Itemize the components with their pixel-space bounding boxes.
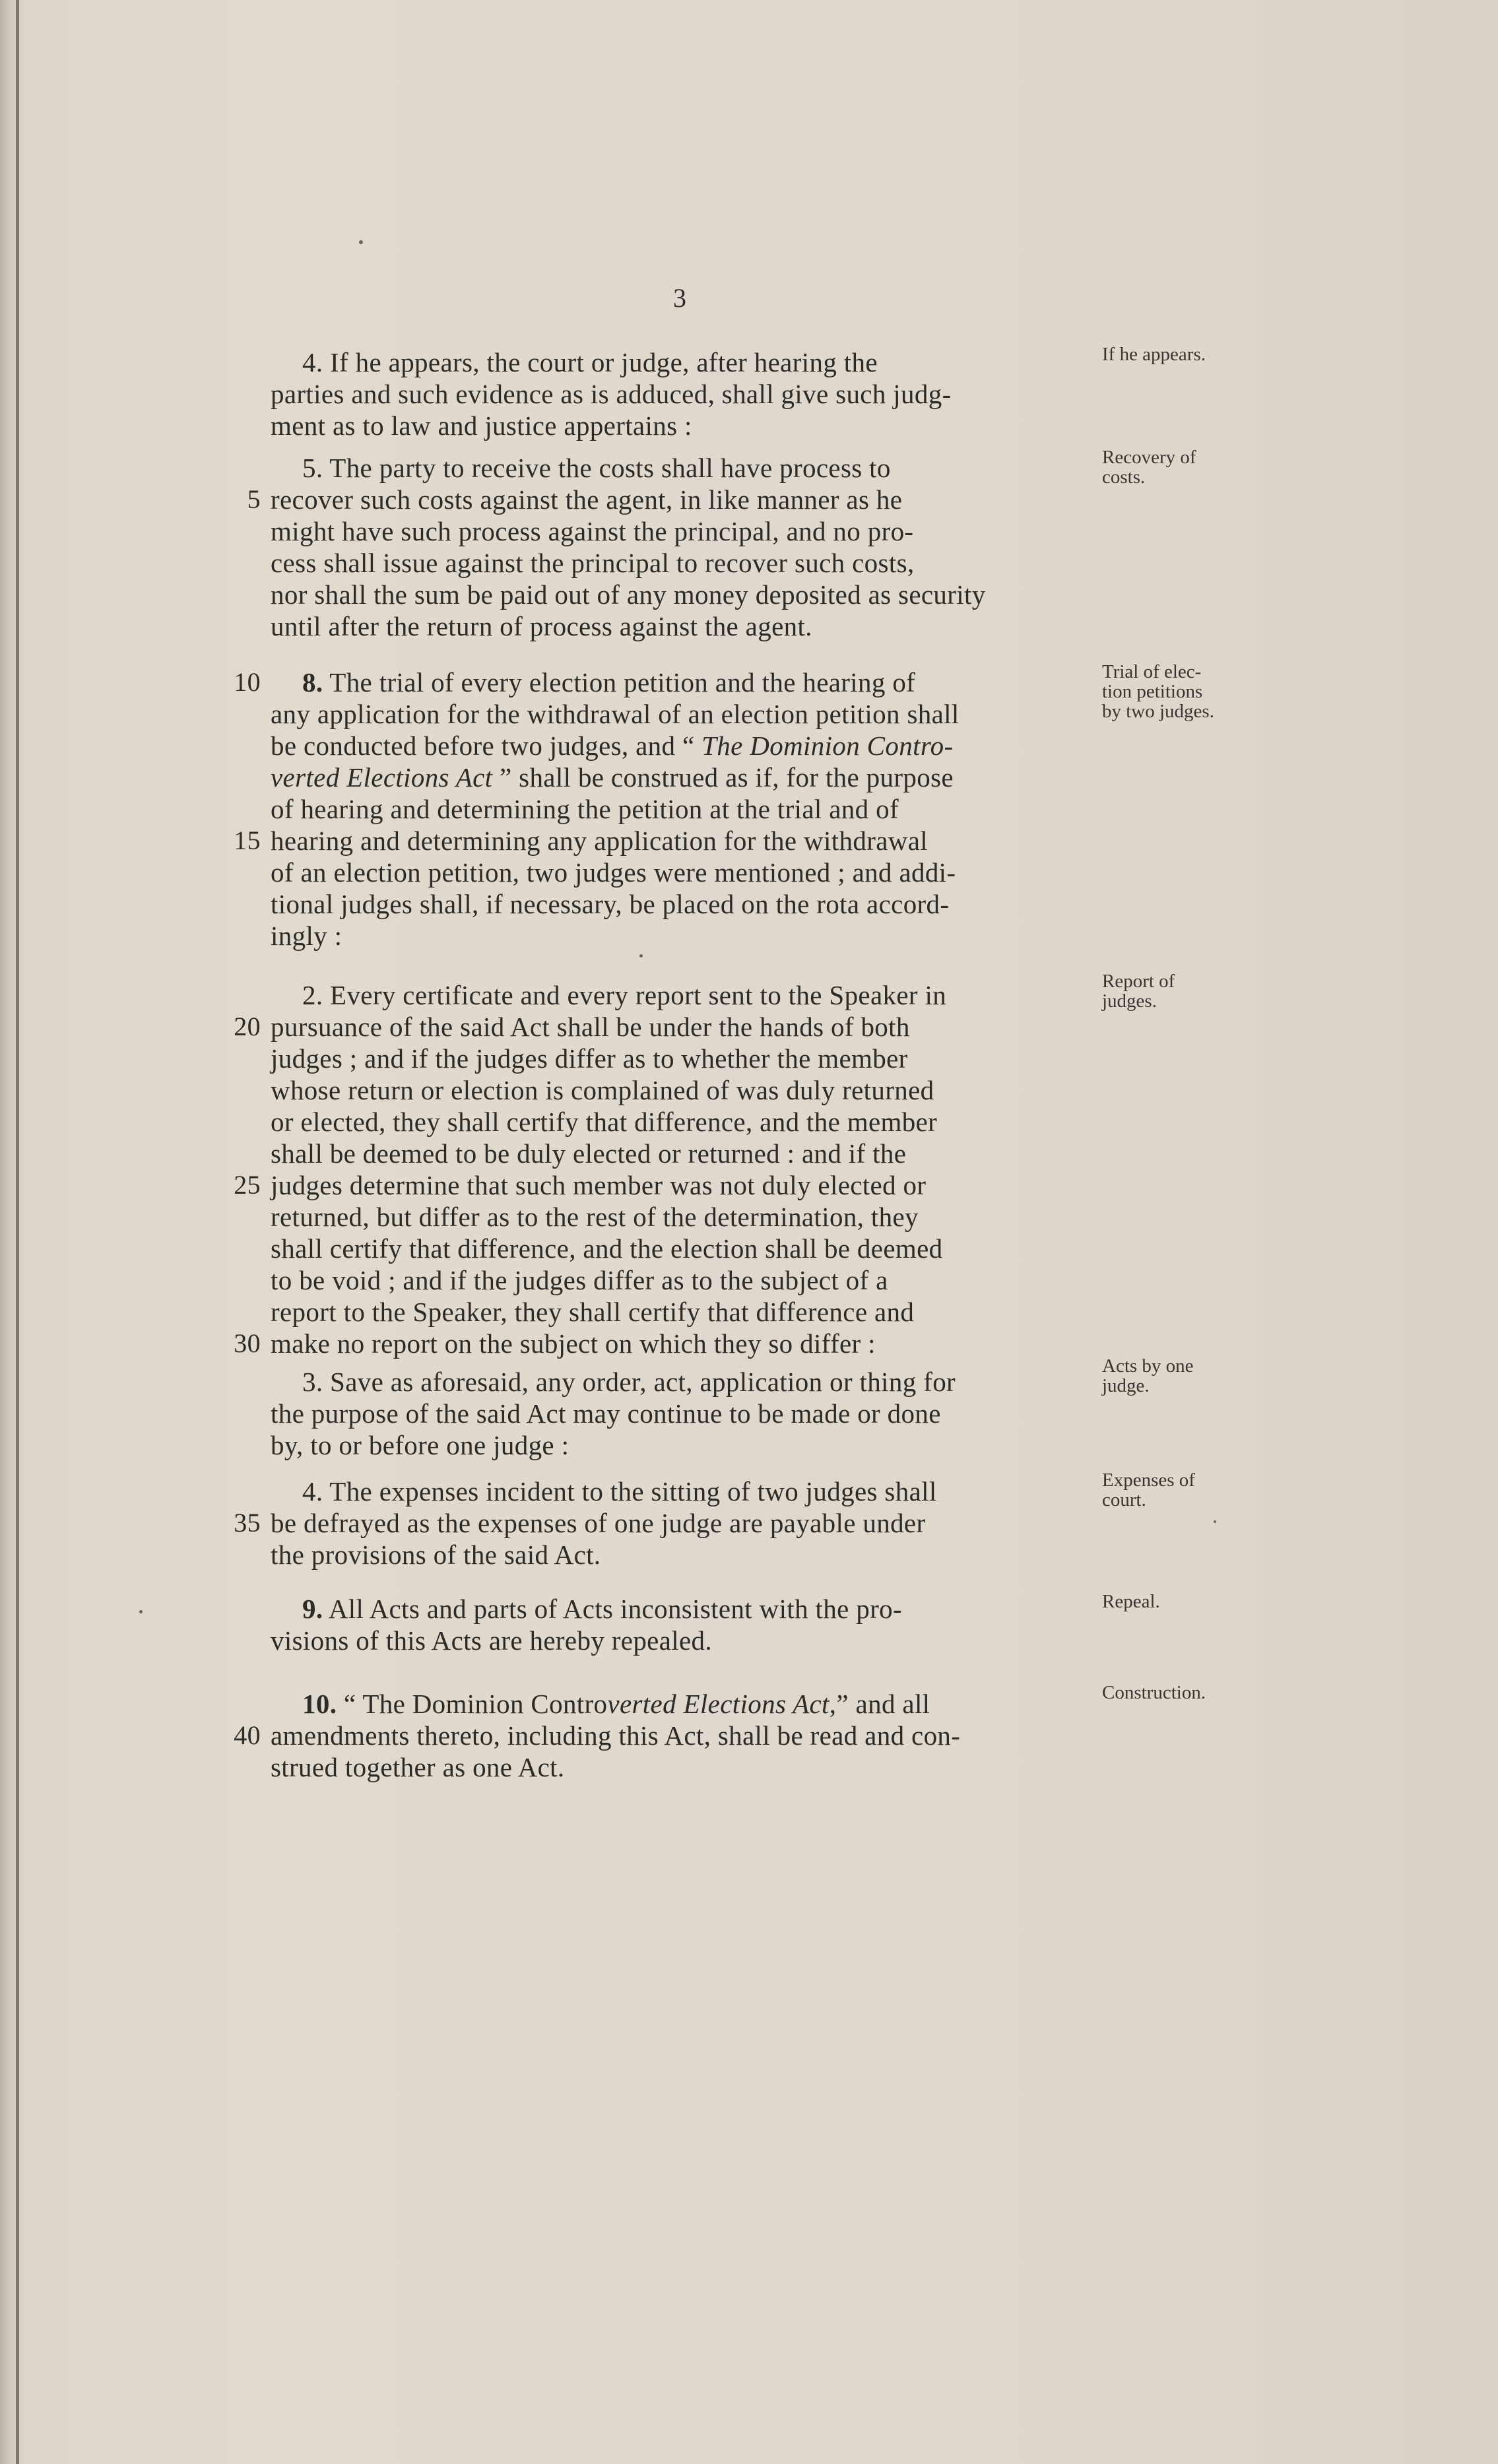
text-line: shall certify that difference, and the election shall be deemed <box>271 1233 943 1264</box>
text-line: might have such process against the principal, and no pro- <box>271 516 914 546</box>
margin-note-report-of-judges <box>1102 971 1254 1011</box>
margin-note-line: Construction. <box>1102 1682 1206 1703</box>
text-line: or elected, they shall certify that difference, and the member <box>271 1107 938 1137</box>
line-number: 10 <box>234 667 261 697</box>
text-line: tional judges shall, if necessary, be placed on the rota accord- <box>271 889 950 919</box>
binding-edge <box>16 0 19 2464</box>
margin-note-line: Repeal. <box>1102 1591 1160 1612</box>
text-line: nor shall the sum be paid out of any money deposited as security <box>271 579 986 610</box>
section-number: 8. <box>302 667 323 697</box>
text-line: 5. The party to receive the costs shall have process to <box>302 453 891 483</box>
line-number: 15 <box>234 826 261 855</box>
margin-note-if-he-appears <box>1102 344 1254 364</box>
margin-note-line: Acts by one <box>1102 1355 1194 1377</box>
text-line: 10 8. The trial of every election petition and the hearing of <box>271 666 1095 698</box>
text-line: judges ; and if the judges differ as to whether the member <box>271 1043 908 1074</box>
margin-note-line: judge. <box>1102 1375 1150 1396</box>
text-line: visions of this Acts are hereby repealed. <box>271 1625 713 1656</box>
section-number: 9. <box>302 1594 323 1624</box>
line-number: 5 <box>247 484 261 514</box>
act-title-italic: verted Elections Act <box>607 1689 830 1719</box>
text-line: the provisions of the said Act. <box>271 1540 601 1570</box>
paragraph-if-he-appears <box>271 346 1095 441</box>
margin-note-line: If he appears. <box>1102 344 1206 365</box>
paper-speck <box>139 1610 143 1613</box>
line-number: 25 <box>234 1170 261 1200</box>
text-line: shall be deemed to be duly elected or returned : and if the <box>271 1138 907 1169</box>
text-line: any application for the withdrawal of an election petition shall <box>271 699 960 729</box>
text-line: 9. All Acts and parts of Acts inconsistent with the pro- <box>302 1594 902 1624</box>
text-line: cess shall issue against the principal to recover such costs, <box>271 548 915 578</box>
paragraph-acts-by-one-judge <box>271 1366 1095 1461</box>
text-line: 4. If he appears, the court or judge, after hearing the <box>302 347 878 377</box>
line-number: 40 <box>234 1720 261 1750</box>
margin-note-line: judges. <box>1102 990 1157 1012</box>
margin-note-trial-of-election-petitions <box>1102 662 1254 721</box>
margin-note-line: costs. <box>1102 467 1146 488</box>
text-line: of hearing and determining the petition at the trial and of <box>271 794 899 824</box>
margin-note-line: Expenses of <box>1102 1470 1195 1491</box>
paragraph-section-9-repeal <box>271 1593 1095 1656</box>
margin-note-recovery-of-costs <box>1102 447 1254 487</box>
text-line: ment as to law and justice appertains : <box>271 410 692 441</box>
margin-note-line: tion petitions <box>1102 681 1203 702</box>
text-line: the purpose of the said Act may continue to be made or done <box>271 1398 941 1429</box>
text-line: ingly : <box>271 921 342 951</box>
margin-note-line: court. <box>1102 1489 1146 1510</box>
margin-note-line: Report of <box>1102 971 1175 992</box>
page-number: 3 <box>673 283 686 313</box>
paper-speck <box>359 240 363 244</box>
margin-note-acts-by-one-judge <box>1102 1356 1254 1396</box>
text-line: by, to or before one judge : <box>271 1430 570 1460</box>
text-line: 35 be defrayed as the expenses of one judge are payable under <box>271 1507 1095 1539</box>
text-line: of an election petition, two judges were mentioned ; and addi- <box>271 857 956 888</box>
text-line: until after the return of process against the agent. <box>271 611 812 641</box>
text-line: 5 recover such costs against the agent, in like manner as he <box>271 484 1095 515</box>
margin-note-construction <box>1102 1683 1254 1702</box>
text-line: 10. “ The Dominion Controverted Elections Act,” and all <box>302 1689 930 1719</box>
text-line: 15 hearing and determining any application for the withdrawal <box>271 825 1095 857</box>
paragraph-section-10-construction <box>234 1688 1095 1783</box>
act-title-italic: verted Elections Act <box>271 762 493 793</box>
text-line: 20 pursuance of the said Act shall be under the hands of both <box>271 1011 1095 1043</box>
margin-note-line: Trial of elec- <box>1102 661 1202 682</box>
line-number: 35 <box>234 1508 261 1538</box>
margin-note-expenses-of-court <box>1102 1470 1254 1510</box>
margin-note-line: Recovery of <box>1102 447 1196 468</box>
text-line: report to the Speaker, they shall certify that difference and <box>271 1297 915 1327</box>
text-line: returned, but differ as to the rest of the determination, they <box>271 1202 919 1232</box>
paragraph-report-of-judges <box>234 979 1095 1359</box>
act-title-italic: The Dominion Contro- <box>701 730 954 761</box>
paper-speck <box>639 954 643 957</box>
paragraph-expenses-of-court <box>234 1475 1095 1571</box>
margin-note-line: by two judges. <box>1102 701 1214 722</box>
line-number: 20 <box>234 1012 261 1041</box>
text-line: be conducted before two judges, and “ The Dominion Contro- <box>271 730 954 761</box>
paragraph-section-8 <box>234 666 1095 952</box>
text-line: to be void ; and if the judges differ as to the subject of a <box>271 1265 888 1295</box>
text-line: 30 make no report on the subject on which they so differ : <box>271 1328 1095 1359</box>
text-line: 40 amendments thereto, including this Act, shall be read and con- <box>271 1720 1095 1751</box>
margin-note-repeal <box>1102 1592 1254 1611</box>
line-number: 30 <box>234 1328 261 1358</box>
text-line: strued together as one Act. <box>271 1752 565 1782</box>
text-line: 2. Every certificate and every report sent to the Speaker in <box>302 980 947 1010</box>
text-line: parties and such evidence as is adduced, shall give such judg- <box>271 379 952 409</box>
text-line: verted Elections Act ” shall be construed as if, for the purpose <box>271 762 954 793</box>
text-line: 3. Save as aforesaid, any order, act, application or thing for <box>302 1367 956 1397</box>
text-line: whose return or election is complained of was duly returned <box>271 1075 934 1105</box>
text-line: 4. The expenses incident to the sitting of two judges shall <box>302 1476 937 1507</box>
paper-speck <box>1214 1520 1216 1523</box>
text-line: 25 judges determine that such member was not duly elected or <box>271 1169 1095 1201</box>
section-number: 10. <box>302 1689 337 1719</box>
paragraph-recovery-of-costs <box>247 452 1095 642</box>
